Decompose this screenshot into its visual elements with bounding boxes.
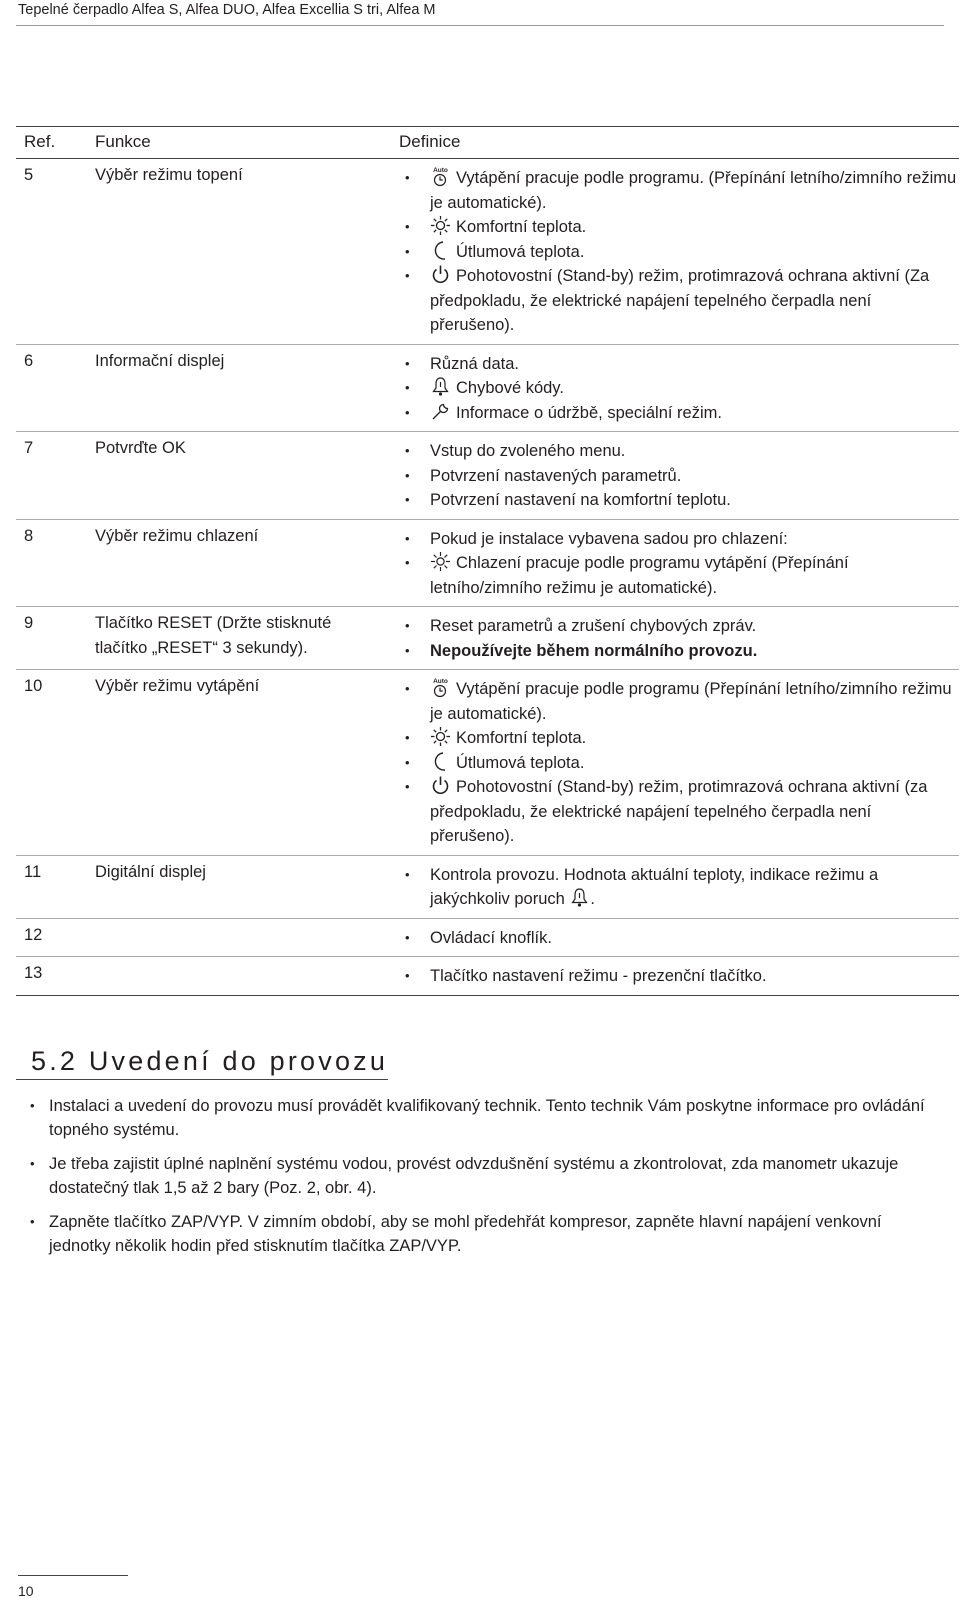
definition-item	[405, 439, 959, 464]
row-ref: 11	[24, 862, 42, 881]
row-definitions	[405, 670, 959, 855]
document-header-title: Tepelné čerpadlo Alfea S, Alfea DUO, Alfea Excellia S tri, Alfea M	[18, 2, 436, 18]
column-header-function: Funkce	[95, 132, 151, 151]
definition-text: Nepoužívejte během normálního provozu.	[430, 641, 758, 660]
moon-icon	[430, 751, 451, 772]
auto-clock-icon	[430, 677, 451, 698]
table-row	[16, 919, 959, 958]
wrench-icon	[430, 401, 451, 422]
row-definitions	[405, 607, 959, 669]
row-definitions	[405, 957, 959, 995]
definition-item	[405, 751, 959, 776]
definition-item	[405, 677, 959, 726]
definition-item	[405, 376, 959, 401]
definition-text: Potvrzení nastavení na komfortní teplotu.	[430, 491, 731, 509]
table-row	[16, 856, 959, 919]
row-ref: 5	[24, 166, 34, 184]
table-row	[16, 520, 959, 608]
definition-item	[405, 863, 959, 912]
function-table	[16, 126, 959, 996]
section-list-item: • Zapněte tlačítko ZAP/VYP. V zimním období, aby se mohl předehřát kompresor, zapněte hlavní napájení venkovní jednotky několik hodin před stisknutím tlačítka ZAP/VYP.	[30, 1210, 930, 1258]
row-definitions	[405, 919, 959, 957]
definition-text: Útlumová teplota.	[456, 242, 585, 261]
definition-item	[405, 215, 959, 240]
definition-item	[405, 964, 959, 989]
section-list-item: • Je třeba zajistit úplné naplnění systému vodou, provést odvzdušnění systému a zkontrolovat, zda manometr ukazuje dostatečný tlak 1,5 až 2 bary (Poz. 2, obr. 4).	[30, 1152, 930, 1200]
definition-item	[405, 166, 959, 215]
column-header-definition: Definice	[399, 132, 461, 151]
definition-item	[405, 488, 959, 513]
definition-text: Pohotovostní (Stand-by) režim, protimrazová ochrana aktivní (za předpokladu, že elektrické napájení tepelného čerpadla není přerušeno).	[430, 778, 928, 845]
definition-item	[405, 775, 959, 849]
row-ref: 6	[24, 351, 34, 370]
row-ref: 10	[24, 677, 43, 695]
section-title: 5.2 Uvedení do provozu	[31, 1046, 389, 1076]
row-ref: 9	[24, 614, 34, 632]
svg-text:Auto: • Auto	[433, 167, 448, 174]
row-definitions	[405, 520, 959, 607]
table-body	[16, 159, 959, 996]
definition-item	[405, 264, 959, 338]
moon-icon	[430, 240, 451, 261]
row-function: Potvrďte OK	[95, 439, 186, 457]
table-row	[16, 432, 959, 520]
definition-item	[405, 614, 959, 639]
row-function: Výběr režimu vytápění	[95, 677, 260, 695]
auto-clock-icon	[430, 166, 451, 187]
row-function: Výběr režimu chlazení	[95, 526, 259, 545]
definition-item	[405, 352, 959, 377]
definition-item	[405, 726, 959, 751]
row-function: Informační displej	[95, 351, 225, 370]
definition-item	[405, 240, 959, 265]
row-ref: 7	[24, 439, 34, 457]
table-row	[16, 670, 959, 856]
definition-text: Pohotovostní (Stand-by) režim, protimrazová ochrana aktivní (Za předpokladu, že elektrické napájení tepelného čerpadla není přerušeno).	[430, 267, 930, 334]
definition-text: Komfortní teplota.	[456, 218, 587, 236]
definition-text: Potvrzení nastavených parametrů.	[430, 466, 682, 485]
definition-item	[405, 926, 959, 951]
definition-text: Ovládací knoflík.	[430, 928, 552, 947]
row-ref: 13	[24, 964, 43, 982]
row-definitions	[405, 432, 959, 519]
definition-item	[405, 401, 959, 426]
bell-icon	[430, 376, 451, 397]
definition-text: Reset parametrů a zrušení chybových zpráv.	[430, 617, 757, 635]
definition-trailing-text: .	[590, 890, 595, 908]
definition-item	[405, 527, 959, 552]
definition-item	[405, 551, 959, 600]
definition-text: Kontrola provozu. Hodnota aktuální teploty, indikace režimu a jakýchkoliv poruch	[430, 865, 879, 908]
definition-text: Pokud je instalace vybavena sadou pro chlazení:	[430, 529, 788, 548]
table-row	[16, 345, 959, 433]
power-icon	[430, 264, 451, 285]
definition-text: Informace o údržbě, speciální režim.	[456, 403, 722, 422]
definition-text: Chybové kódy.	[456, 379, 564, 397]
bell-icon	[569, 887, 590, 908]
row-function: Tlačítko RESET (Držte stisknuté tlačítko „RESET“ 3 sekundy).	[95, 614, 332, 657]
table-row	[16, 607, 959, 670]
column-header-ref: Ref.	[24, 132, 56, 151]
row-definitions	[405, 159, 959, 344]
definition-text: Vytápění pracuje podle programu. (Přepínání letního/zimního režimu je automatické).	[430, 169, 957, 212]
section-bullet-list	[30, 1094, 930, 1268]
definition-item	[405, 464, 959, 489]
section-title-underline	[16, 1079, 388, 1080]
row-definitions	[405, 856, 959, 918]
definition-text: Tlačítko nastavení režimu - prezenční tlačítko.	[430, 967, 767, 985]
power-icon	[430, 775, 451, 796]
table-row	[16, 159, 959, 345]
table-row	[16, 957, 959, 996]
definition-text: Chlazení pracuje podle programu vytápění (Přepínání letního/zimního režimu je automatické).	[430, 554, 849, 597]
header-divider	[16, 25, 944, 26]
svg-text:Auto: • Auto	[433, 678, 448, 685]
definition-text: Různá data.	[430, 354, 519, 373]
definition-text: Vstup do zvoleného menu.	[430, 442, 626, 460]
row-ref: 8	[24, 526, 34, 545]
page-number: 10	[18, 1583, 34, 1599]
row-definitions	[405, 345, 959, 432]
snowflake-icon	[430, 551, 451, 572]
definition-text: Útlumová teplota.	[456, 753, 585, 772]
definition-text: Komfortní teplota.	[456, 729, 587, 747]
table-header	[16, 126, 959, 159]
sun-icon	[430, 215, 451, 236]
definition-item	[405, 639, 959, 664]
footer-divider	[18, 1575, 128, 1576]
row-ref: 12	[24, 925, 43, 944]
definition-text: Vytápění pracuje podle programu (Přepínání letního/zimního režimu je automatické).	[430, 680, 952, 723]
section-list-item: • Instalaci a uvedení do provozu musí provádět kvalifikovaný technik. Tento technik Vám poskytne informace pro ovládání topného systému.	[30, 1094, 930, 1142]
row-function: Výběr režimu topení	[95, 166, 243, 184]
sun-icon	[430, 726, 451, 747]
row-function: Digitální displej	[95, 862, 206, 881]
